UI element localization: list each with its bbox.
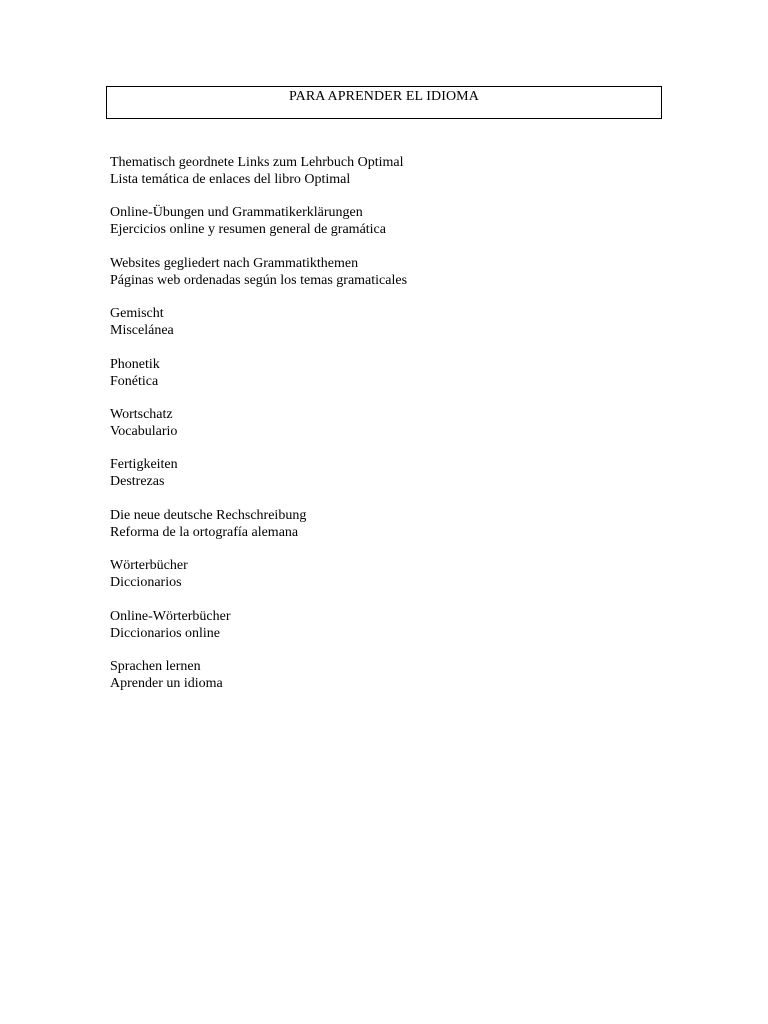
section-vocabulary[interactable] [110, 406, 670, 456]
section-dictionaries[interactable] [110, 557, 670, 607]
section-title-german: Online-Wörterbücher [110, 608, 231, 624]
title-box [106, 86, 662, 119]
section-skills[interactable] [110, 456, 670, 506]
section-title-german: Wortschatz [110, 406, 173, 422]
section-online-exercises[interactable] [110, 204, 670, 254]
section-title-german: Phonetik [110, 356, 160, 372]
section-online-dictionaries[interactable] [110, 608, 670, 658]
section-spelling-reform[interactable] [110, 507, 670, 557]
section-grammar-websites[interactable] [110, 255, 670, 305]
section-title-german: Wörterbücher [110, 558, 188, 574]
link-sections-list [110, 154, 670, 708]
section-title-spanish: Páginas web ordenadas según los temas gramaticales [110, 272, 408, 288]
section-title-spanish: Vocabulario [110, 423, 178, 439]
section-title-spanish: Lista temática de enlaces del libro Optimal [110, 172, 351, 187]
section-title-german: Online-Übungen und Grammatikerklärungen [110, 205, 363, 221]
section-title-spanish: Reforma de la ortografía alemana [110, 524, 299, 540]
page-title: PARA APRENDER EL IDIOMA [289, 89, 479, 104]
section-title-spanish: Destrezas [110, 474, 165, 490]
section-phonetics[interactable] [110, 356, 670, 406]
section-title-spanish: Fonética [110, 373, 159, 389]
section-title-spanish: Ejercicios online y resumen general de gramática [110, 222, 386, 238]
section-title-german: Gemischt [110, 306, 164, 322]
section-mixed[interactable] [110, 305, 670, 355]
section-title-spanish: Aprender un idioma [110, 675, 223, 691]
section-title-german: Websites gegliedert nach Grammatikthemen [110, 255, 359, 271]
section-title-spanish: Miscelánea [110, 323, 174, 339]
section-optimal-links[interactable] [110, 154, 670, 204]
section-title-german: Thematisch geordnete Links zum Lehrbuch Optimal [110, 155, 404, 170]
section-title-german: Sprachen lernen [110, 658, 201, 674]
section-title-spanish: Diccionarios [110, 575, 182, 591]
section-language-learning[interactable] [110, 658, 670, 708]
section-title-german: Die neue deutsche Rechschreibung [110, 507, 307, 523]
section-title-german: Fertigkeiten [110, 457, 178, 473]
section-title-spanish: Diccionarios online [110, 625, 221, 641]
